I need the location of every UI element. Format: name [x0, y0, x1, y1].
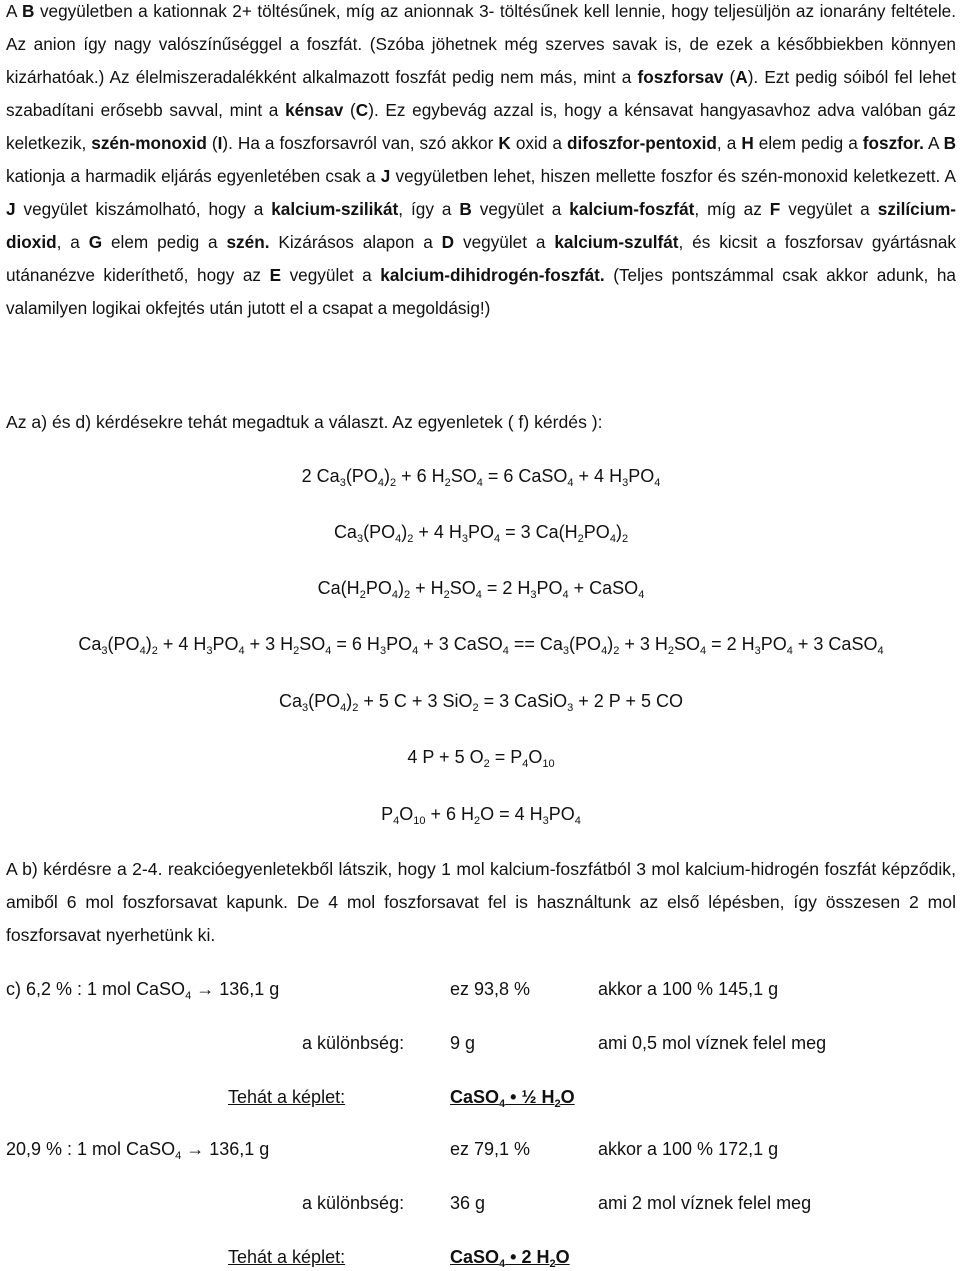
chemical-equation: $Ca_3(PO_4)_2 + 4$ $H_3PO_4 = 3$ $Ca(H_2PO_4)_2$ [333, 522, 629, 545]
text-run: elem pedig a [753, 133, 863, 153]
calc-full-mass: akkor a 100 % 172,1 g [598, 1139, 779, 1159]
bold-term: szén. [226, 232, 270, 252]
bold-term: K [498, 133, 511, 153]
calc-percent: ez 93,8 % [450, 979, 531, 999]
text-run: , és kicsit a foszforsav gyártásnak utánanézve kideríthető, hogy az [6, 232, 956, 285]
text-run: vegyület a [471, 199, 570, 219]
bold-term: kénsav [285, 100, 344, 120]
bold-term: szén-monoxid [91, 133, 207, 153]
water-note: ami 2 mol víznek felel meg [598, 1193, 812, 1213]
chemical-equation: $Ca_3(PO_4)_2 + 5$ C + 3 SiO$_2$ = 3 CaSiO$_3$ + 2 P + 5 CO [279, 691, 683, 714]
bold-term: foszfor. [862, 133, 924, 153]
text-run: ( [723, 67, 736, 87]
water-note: ami 0,5 mol víznek felel meg [598, 1033, 827, 1053]
text-run: ). Ha a foszforsavról van, szó akkor [222, 133, 499, 153]
bold-term: H [741, 133, 754, 153]
calc-mass-line: c) 6,2 % : 1 mol CaSO$_4$ → 136,1 g [6, 979, 280, 1002]
bold-term: J [6, 199, 16, 219]
bold-term: C [355, 100, 369, 120]
intro-equations-text: Az a) és d) kérdésekre tehát megadtuk a választ. Az egyenletek ( f) kérdés ): [6, 412, 603, 432]
text-run: kationja a harmadik eljárás egyenletében csak a [6, 166, 381, 186]
text-run: A [923, 133, 944, 153]
bold-term: I [217, 133, 223, 153]
bold-term: B [459, 199, 472, 219]
text-run: , így a [398, 199, 460, 219]
bold-term: kalcium-szulfát [554, 232, 679, 252]
bold-term: szilícium-dioxid [6, 199, 957, 252]
text-run: vegyület kiszámolható, hogy a [15, 199, 272, 219]
text-run: , míg az [694, 199, 770, 219]
text-run: vegyület a [454, 232, 555, 252]
calc-mass-line: 20,9 % : 1 mol CaSO$_4$ → 136,1 g [6, 1139, 270, 1162]
bold-term: foszforsav [637, 67, 724, 87]
formula-label: Tehát a képlet: [228, 1087, 346, 1107]
text-run: vegyület a [281, 265, 381, 285]
bold-term: D [441, 232, 455, 252]
text-run: A [6, 1, 23, 21]
chemical-equation: $Ca_3(PO_4)_2 + 4$ $H_3PO_4 + 3$ $H_2SO_4 = 6$ $H_3PO_4 + 3$ CaSO$_4$ == $Ca_3(PO_4)_2 + 3$ $H_2SO_4 = 2$ $H_3PO_4 + 3$ CaSO$_4$ [78, 634, 884, 657]
bold-term: kalcium-szilikát [271, 199, 399, 219]
text-run: vegyület a [780, 199, 878, 219]
bold-term: kalcium-dihidrogén-foszfát. [380, 265, 605, 285]
difference-label: a különbség: [302, 1193, 405, 1213]
bold-term: G [88, 232, 103, 252]
text-run: oxid a [510, 133, 568, 153]
text-run: vegyületben a kationnak 2+ töltésűnek, míg az anionnak 3- töltésűnek kell lennie, hogy teljesüljön az ionarány feltétele. Az anion így nagy valószínűséggel a foszfát. (Szóba jöhetnek még szerves savak is, de ezek a későbbiekben könnyen kizárhatóak.) Az élelmiszeradalékként alkalmazott foszfát pedig nem más, mint a [6, 1, 956, 87]
text-run: ( [343, 100, 356, 120]
bold-term: E [269, 265, 282, 285]
bold-term: difoszfor-pentoxid [567, 133, 717, 153]
answer-b-paragraph: A b) kérdésre a 2-4. reakcióegyenletekből látszik, hogy 1 mol kalcium-foszfátból 3 mol kalcium-hidrogén foszfát képződik, amiből 6 mol foszforsavat kapunk. De 4 mol foszforsavat fel is használtunk az első lépésben, így összesen 2 mol foszforsavat nyerhetünk ki. [6, 859, 956, 945]
text-run: ( [206, 133, 218, 153]
solution-paragraph [6, 0, 956, 325]
chemical-equation: $P_4O_{10} + 6$ $H_2O = 4$ $H_3PO_4$ [381, 804, 581, 827]
bold-term: kalcium-foszfát [569, 199, 695, 219]
text-run: ). Ez egybevág azzal is, hogy a kénsavat hangyasavhoz adva valóban gáz keletkezik, [6, 100, 957, 153]
difference-label: a különbség: [302, 1033, 405, 1053]
hydrate-formula: CaSO$_4$ • 2 $H_2O$ [450, 1247, 570, 1270]
chemical-equation: $Ca(H_2PO_4)_2 + H_2SO_4 = 2$ $H_3PO_4$ + CaSO$_4$ [317, 578, 645, 601]
chemical-equation: 4 P + 5 $O_2 = P_4O_{10}$ [407, 747, 555, 770]
text-run: , a [56, 232, 89, 252]
text-run: Kizárásos alapon a [269, 232, 442, 252]
calc-percent: ez 79,1 % [450, 1139, 531, 1159]
bold-term: A [735, 67, 748, 87]
bold-term: F [769, 199, 781, 219]
bold-term: B [22, 1, 35, 21]
formula-label: Tehát a képlet: [228, 1247, 346, 1267]
calc-full-mass: akkor a 100 % 145,1 g [598, 979, 779, 999]
difference-value: 36 g [450, 1193, 486, 1213]
text-run: elem pedig a [102, 232, 227, 252]
bold-term: J [380, 166, 391, 186]
bold-term: B [943, 133, 956, 153]
chemical-equation: 2 $Ca_3(PO_4)_2 + 6$ $H_2SO_4 = 6$ CaSO$_4$ + 4 $H_3PO_4$ [301, 466, 661, 489]
text-run: vegyületben lehet, hiszen mellette foszfor és szén-monoxid keletkezett. A [390, 166, 956, 186]
difference-value: 9 g [450, 1033, 476, 1053]
text-run: , a [716, 133, 742, 153]
text-run: ). Ezt pedig sóiból fel lehet szabadítani erősebb savval, mint a [6, 67, 956, 120]
hydrate-formula: CaSO$_4$ • ½ $H_2O$ [450, 1087, 575, 1110]
text-run: (Teljes pontszámmal csak akkor adunk, ha valamilyen logikai okfejtés után jutott el a csapat a megoldásig!) [6, 265, 956, 318]
